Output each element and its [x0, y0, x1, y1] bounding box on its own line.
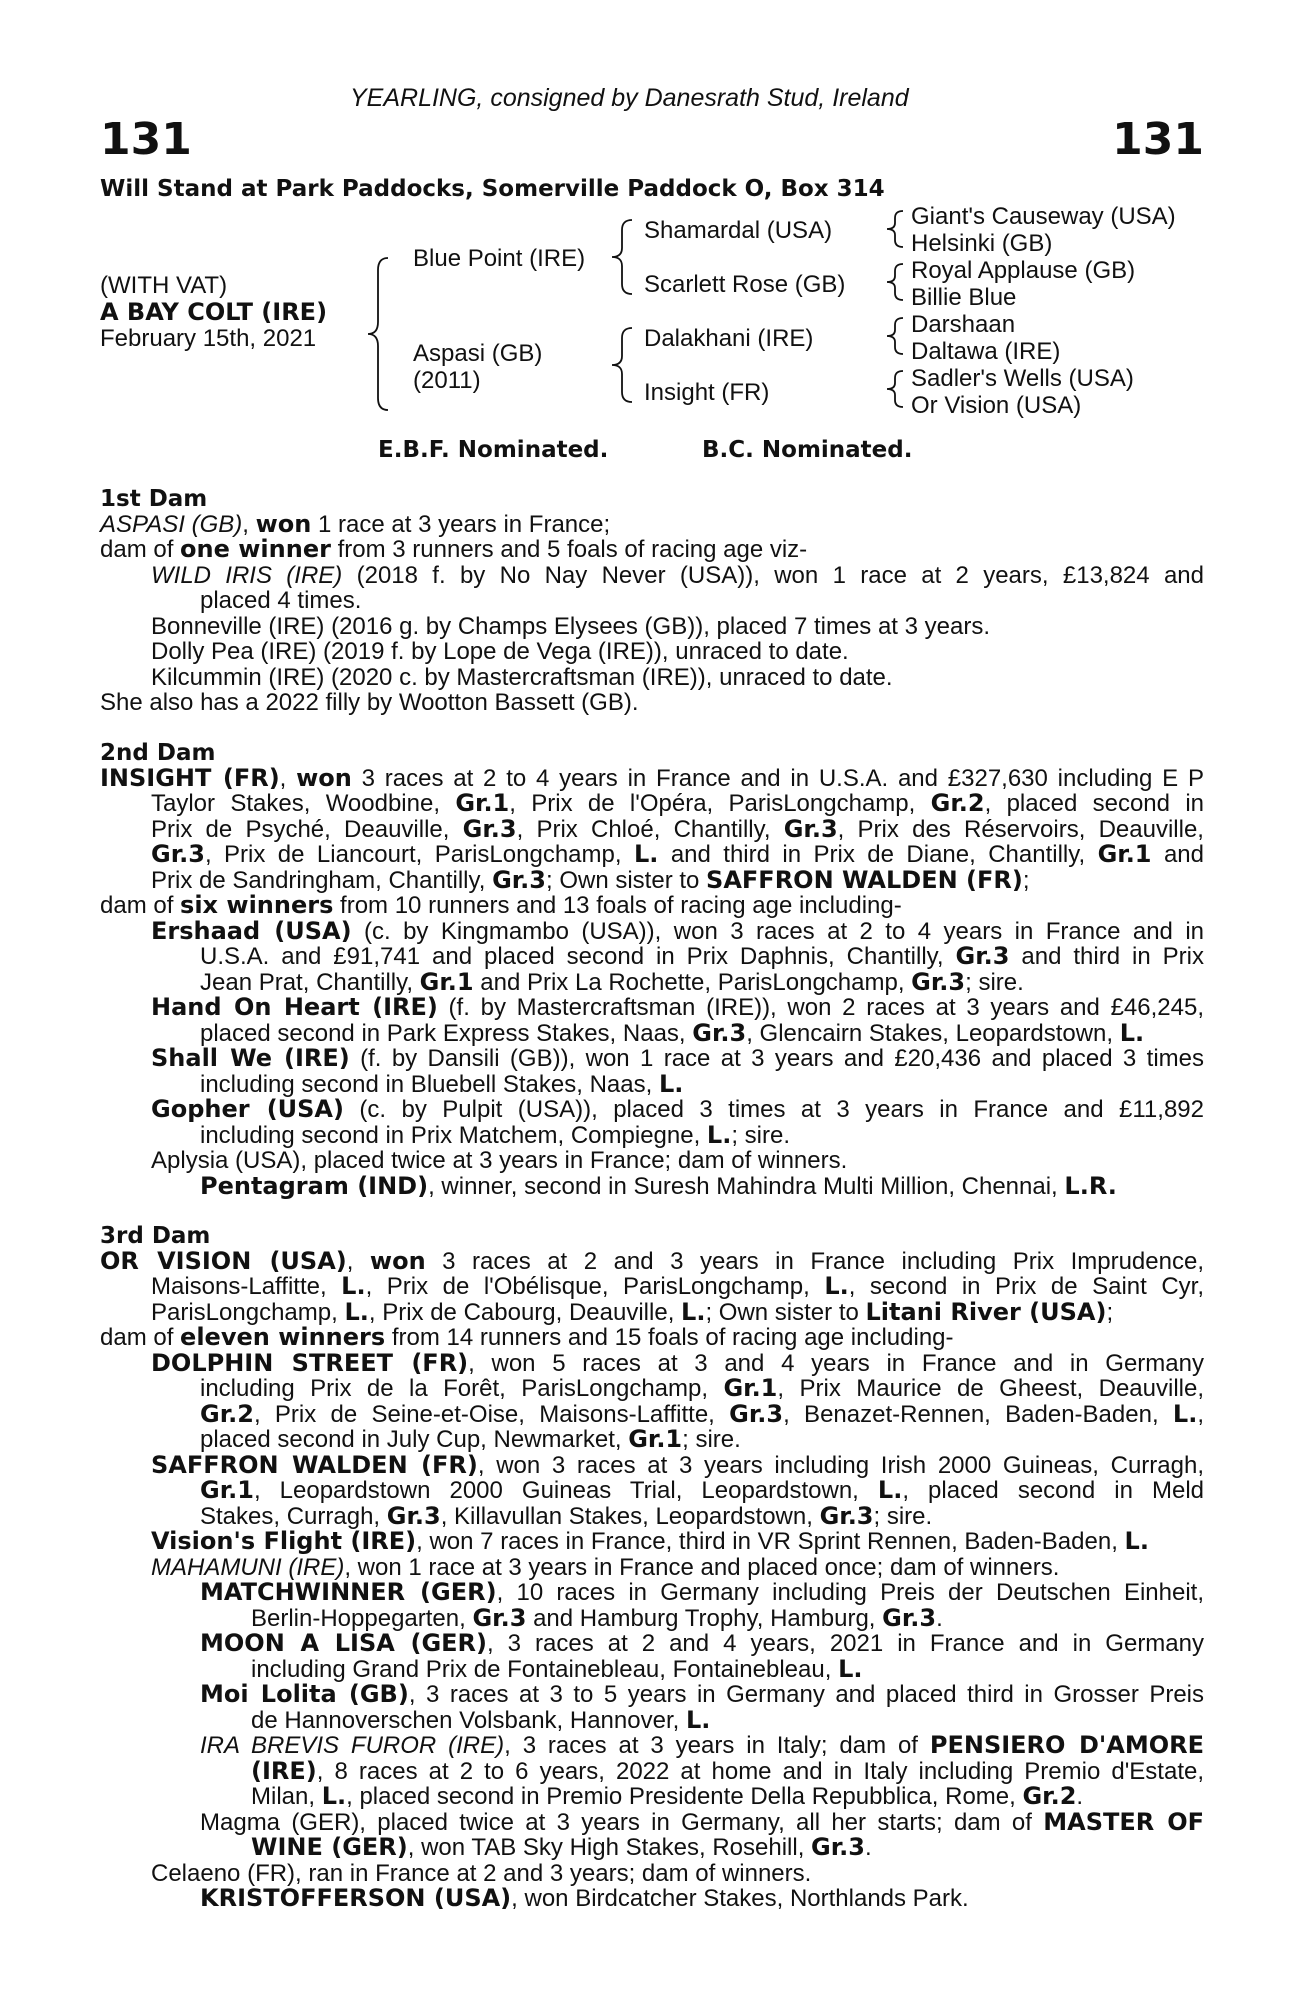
- pedigree-sire: Blue Point (IRE): [413, 245, 586, 272]
- second-dam-line: INSIGHT (FR), won 3 races at 2 to 4 years in France and in U.S.A. and £327,630 including E P: [100, 764, 1204, 792]
- first-dam-line: dam of one winner from 3 runners and 5 foals of racing age viz-: [100, 535, 808, 563]
- first-dam-line: Dolly Pea (IRE) (2019 f. by Lope de Vega (IRE)), unraced to date.: [151, 638, 849, 665]
- third-dam-line: SAFFRON WALDEN (FR), won 3 races at 3 years including Irish 2000 Guineas, Curragh,: [151, 1451, 1205, 1479]
- horse-name: A BAY COLT (IRE): [100, 298, 328, 326]
- second-dam-line: Gr.3, Prix de Liancourt, ParisLongchamp, L. and third in Prix de Diane, Chantilly, Gr.1 and: [151, 840, 1204, 868]
- second-dam-line: Hand On Heart (IRE) (f. by Mastercraftsman (IRE)), won 2 races at 3 years and £46,245,: [151, 993, 1204, 1021]
- third-dam-line: IRA BREVIS FUROR (IRE), 3 races at 3 years in Italy; dam of PENSIERO D'AMORE: [200, 1731, 1205, 1759]
- pedigree-ddd: Or Vision (USA): [911, 392, 1082, 419]
- third-dam-line: KRISTOFFERSON (USA), won Birdcatcher Stakes, Northlands Park.: [200, 1884, 969, 1912]
- pedigree-ssd: Helsinki (GB): [911, 230, 1053, 257]
- third-dam-line: (IRE), 8 races at 2 to 6 years, 2022 at home and in Italy including Premio d'Estate,: [251, 1757, 1204, 1785]
- first-dam-line: She also has a 2022 filly by Wootton Bassett (GB).: [100, 689, 639, 716]
- third-dam-line: MOON A LISA (GER), 3 races at 2 and 4 years, 2021 in France and in Germany: [200, 1629, 1204, 1657]
- lot-number-right: 131: [1112, 114, 1204, 165]
- pedigree-sire-sire: Shamardal (USA): [644, 217, 833, 244]
- pedigree-sds: Royal Applause (GB): [911, 257, 1136, 284]
- vat-note: (WITH VAT): [100, 272, 228, 299]
- second-dam-line: including second in Bluebell Stakes, Naas, L.: [200, 1070, 684, 1098]
- pedigree-bracket-main: [376, 256, 406, 412]
- ebf-nomination: E.B.F. Nominated.: [378, 437, 609, 463]
- third-dam-line: Celaeno (FR), ran in France at 2 and 3 years; dam of winners.: [151, 1860, 812, 1887]
- first-dam-line: Kilcummin (IRE) (2020 c. by Mastercraftsman (IRE)), unraced to date.: [151, 664, 893, 691]
- bc-nomination: B.C. Nominated.: [702, 437, 913, 463]
- lot-number-left: 131: [100, 114, 192, 165]
- catalogue-subtitle: YEARLING, consigned by Danesrath Stud, Ireland: [350, 84, 909, 112]
- pedigree-dam-sire: Dalakhani (IRE): [644, 325, 814, 352]
- third-dam-line: Moi Lolita (GB), 3 races at 3 to 5 years in Germany and placed third in Grosser Preis: [200, 1680, 1205, 1708]
- pedigree-dam-dam: Insight (FR): [644, 379, 770, 406]
- third-dam-line: MATCHWINNER (GER), 10 races in Germany including Preis der Deutschen Einheit,: [200, 1578, 1205, 1606]
- third-dam-line: MAHAMUNI (IRE), won 1 race at 3 years in France and placed once; dam of winners.: [151, 1554, 1060, 1581]
- second-dam-line: placed second in Park Express Stakes, Naas, Gr.3, Glencairn Stakes, Leopardstown, L.: [200, 1019, 1145, 1047]
- third-dam-line: DOLPHIN STREET (FR), won 5 races at 3 and 4 years in France and in Germany: [151, 1349, 1204, 1377]
- pedigree-sdd: Billie Blue: [911, 284, 1017, 311]
- third-dam-line: including Prix de la Forêt, ParisLongchamp, Gr.1, Prix Maurice de Gheest, Deauville,: [200, 1374, 1205, 1402]
- first-dam-line: WILD IRIS (IRE) (2018 f. by No Nay Never (USA)), won 1 race at 2 years, £13,824 and: [151, 562, 1204, 589]
- third-dam-line: ParisLongchamp, L., Prix de Cabourg, Deauville, L.; Own sister to Litani River (USA);: [151, 1298, 1114, 1326]
- third-dam-line: de Hannoverschen Volsbank, Hannover, L.: [251, 1706, 711, 1734]
- second-dam-line: Shall We (IRE) (f. by Dansili (GB)), won 1 race at 3 years and £20,436 and placed 3 times: [151, 1044, 1204, 1072]
- horse-dob: February 15th, 2021: [100, 325, 317, 352]
- pedigree-sss: Giant's Causeway (USA): [911, 203, 1176, 230]
- first-dam-line: placed 4 times.: [200, 587, 362, 614]
- second-dam-line: Jean Prat, Chantilly, Gr.1 and Prix La Rochette, ParisLongchamp, Gr.3; sire.: [200, 968, 1024, 996]
- second-dam-line: dam of six winners from 10 runners and 13 foals of racing age including-: [100, 891, 902, 919]
- pedigree-dss: Darshaan: [911, 311, 1016, 338]
- second-dam-line: including second in Prix Matchem, Compiegne, L.; sire.: [200, 1121, 791, 1149]
- third-dam-line: placed second in July Cup, Newmarket, Gr.1; sire.: [200, 1425, 741, 1453]
- third-dam-line: OR VISION (USA), won 3 races at 2 and 3 years in France including Prix Imprudence,: [100, 1247, 1204, 1275]
- pedigree-dds: Sadler's Wells (USA): [911, 365, 1134, 392]
- first-dam-line: Bonneville (IRE) (2016 g. by Champs Elysees (GB)), placed 7 times at 3 years.: [151, 613, 991, 640]
- second-dam-line: Gopher (USA) (c. by Pulpit (USA)), placed 3 times at 3 years in France and £11,892: [151, 1095, 1204, 1123]
- first-dam-heading: 1st Dam: [100, 486, 208, 512]
- third-dam-line: dam of eleven winners from 14 runners and 15 foals of racing age including-: [100, 1323, 954, 1351]
- second-dam-line: Prix de Psyché, Deauville, Gr.3, Prix Chloé, Chantilly, Gr.3, Prix des Réservoirs, Deauville,: [151, 815, 1204, 843]
- third-dam-line: Gr.1, Leopardstown 2000 Guineas Trial, Leopardstown, L., placed second in Meld: [200, 1476, 1204, 1504]
- first-dam-line: ASPASI (GB), won 1 race at 3 years in France;: [100, 510, 611, 538]
- third-dam-line: Stakes, Curragh, Gr.3, Killavullan Stakes, Leopardstown, Gr.3; sire.: [200, 1502, 933, 1530]
- stand-location: Will Stand at Park Paddocks, Somerville Paddock O, Box 314: [100, 176, 885, 202]
- third-dam-line: Vision's Flight (IRE), won 7 races in France, third in VR Sprint Rennen, Baden-Baden, L.: [151, 1527, 1149, 1555]
- third-dam-line: Berlin-Hoppegarten, Gr.3 and Hamburg Trophy, Hamburg, Gr.3.: [251, 1604, 943, 1632]
- pedigree-dam: Aspasi (GB): [413, 340, 543, 367]
- third-dam-line: Magma (GER), placed twice at 3 years in Germany, all her starts; dam of MASTER OF: [200, 1808, 1205, 1836]
- second-dam-line: Taylor Stakes, Woodbine, Gr.1, Prix de l'Opéra, ParisLongchamp, Gr.2, placed second in: [151, 789, 1205, 817]
- pedigree-dam-year: (2011): [413, 367, 481, 394]
- second-dam-line: Aplysia (USA), placed twice at 3 years in France; dam of winners.: [151, 1147, 848, 1174]
- third-dam-heading: 3rd Dam: [100, 1223, 211, 1249]
- third-dam-line: WINE (GER), won TAB Sky High Stakes, Rosehill, Gr.3.: [251, 1833, 872, 1861]
- second-dam-heading: 2nd Dam: [100, 740, 216, 766]
- second-dam-line: Ershaad (USA) (c. by Kingmambo (USA)), won 3 races at 2 to 4 years in France and in: [151, 917, 1205, 945]
- third-dam-line: Gr.2, Prix de Seine-et-Oise, Maisons-Laffitte, Gr.3, Benazet-Rennen, Baden-Baden, L.,: [200, 1400, 1204, 1428]
- second-dam-line: Prix de Sandringham, Chantilly, Gr.3; Own sister to SAFFRON WALDEN (FR);: [151, 866, 1030, 894]
- second-dam-line: U.S.A. and £91,741 and placed second in Prix Daphnis, Chantilly, Gr.3 and third in Prix: [200, 942, 1204, 970]
- third-dam-line: including Grand Prix de Fontainebleau, Fontainebleau, L.: [251, 1655, 863, 1683]
- pedigree-dsd: Daltawa (IRE): [911, 338, 1061, 365]
- third-dam-line: Maisons-Laffitte, L., Prix de l'Obélisque, ParisLongchamp, L., second in Prix de Saint Cyr,: [151, 1272, 1204, 1300]
- second-dam-line: Pentagram (IND), winner, second in Suresh Mahindra Multi Million, Chennai, L.R.: [200, 1172, 1117, 1200]
- pedigree-sire-dam: Scarlett Rose (GB): [644, 271, 846, 298]
- third-dam-line: Milan, L., placed second in Premio Presidente Della Repubblica, Rome, Gr.2.: [251, 1782, 1084, 1810]
